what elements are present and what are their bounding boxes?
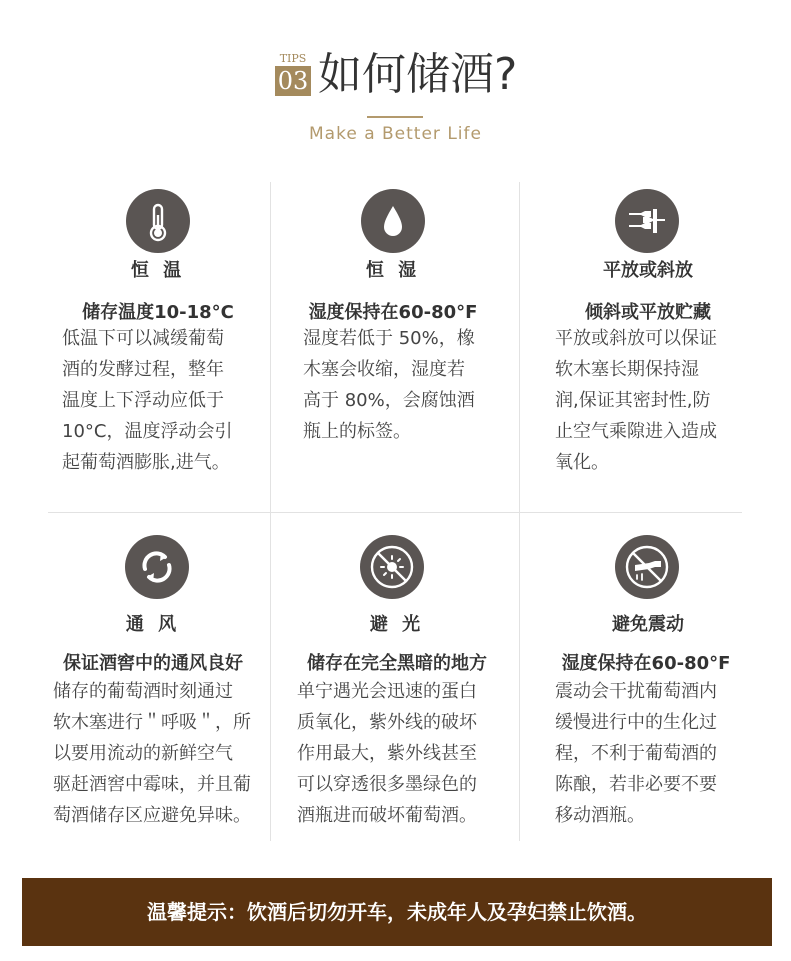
tip-subtitle: 储存在完全黑暗的地方 <box>307 653 487 674</box>
tip-title: 避免震动 <box>612 614 684 635</box>
tip-line: 驱赶酒窖中霉味，并且葡 <box>53 774 251 795</box>
tip-subtitle: 湿度保持在60-80°F <box>308 302 478 323</box>
tip-line: 陈酿，若非必要不要 <box>555 774 717 795</box>
tip-line: 起葡萄酒膨胀,进气。 <box>62 452 230 473</box>
tip-line: 酒瓶进而破坏葡萄酒。 <box>297 805 477 826</box>
page-subtitle: Make a Better Life <box>309 124 482 144</box>
tip-line: 萄酒储存区应避免异味。 <box>53 805 251 826</box>
tip-line: 可以穿透很多墨绿色的 <box>297 774 477 795</box>
tip-line: 软木塞长期保持湿 <box>555 359 699 380</box>
tip-line: 木塞会收缩，湿度若 <box>303 359 465 380</box>
tip-description <box>62 323 232 478</box>
grid-divider-vertical-1-top <box>270 182 271 512</box>
tips-label: TIPS <box>279 52 307 65</box>
tip-line: 作用最大，紫外线甚至 <box>297 743 477 764</box>
tip-subtitle: 湿度保持在60-80°F <box>561 653 731 674</box>
water-drop-icon <box>361 189 425 253</box>
tip-line: 10°C，温度浮动会引 <box>62 421 233 442</box>
lying-bottles-icon <box>615 189 679 253</box>
tip-line: 瓶上的标签。 <box>303 421 411 442</box>
no-sunlight-icon <box>360 535 424 599</box>
tips-number: 03 <box>275 66 311 96</box>
tip-line: 止空气乘隙进入造成 <box>555 421 717 442</box>
tip-title: 恒 温 <box>130 260 186 281</box>
grid-divider-vertical-2-top <box>519 182 520 512</box>
tip-line: 储存的葡萄酒时刻通过 <box>53 681 233 702</box>
tip-description <box>555 323 717 478</box>
tip-title: 避 光 <box>369 614 425 635</box>
tip-line: 缓慢进行中的生化过 <box>555 712 717 733</box>
tip-subtitle: 倾斜或平放贮藏 <box>585 302 711 323</box>
tip-line: 单宁遇光会迅速的蛋白 <box>297 681 477 702</box>
tips-badge <box>275 53 311 97</box>
warning-text: 温馨提示：饮酒后切勿开车，未成年人及孕妇禁止饮酒。 <box>147 900 647 924</box>
grid-divider-vertical-2-bottom <box>519 513 520 841</box>
tip-line: 氧化。 <box>555 452 609 473</box>
tip-description <box>303 323 475 447</box>
tip-line: 程，不利于葡萄酒的 <box>555 743 717 764</box>
grid-divider-horizontal <box>48 512 742 513</box>
grid-divider-vertical-1-bottom <box>270 513 271 841</box>
tip-title: 恒 湿 <box>365 260 421 281</box>
tip-title: 通 风 <box>125 614 181 635</box>
tip-description <box>53 676 251 831</box>
thermometer-icon <box>126 189 190 253</box>
tip-title: 平放或斜放 <box>603 260 693 281</box>
ventilation-icon <box>125 535 189 599</box>
tip-description <box>555 676 717 831</box>
tip-line: 湿度若低于 50%，橡 <box>303 328 475 349</box>
tip-line: 平放或斜放可以保证 <box>555 328 717 349</box>
tip-line: 震动会干扰葡萄酒内 <box>555 681 717 702</box>
tip-line: 润,保证其密封性,防 <box>555 390 711 411</box>
tip-line: 高于 80%，会腐蚀酒 <box>303 390 475 411</box>
tip-subtitle: 保证酒窖中的通风良好 <box>63 653 243 674</box>
tip-subtitle: 储存温度10-18°C <box>82 302 234 323</box>
no-shaking-bottle-icon <box>615 535 679 599</box>
header <box>0 0 791 160</box>
page-title: 如何储酒? <box>318 49 518 100</box>
tip-description <box>297 676 477 831</box>
tip-line: 以要用流动的新鲜空气 <box>53 743 233 764</box>
tip-line: 软木塞进行＂呼吸＂，所 <box>53 712 251 733</box>
tip-line: 移动酒瓶。 <box>555 805 645 826</box>
warning-banner <box>22 878 772 946</box>
tip-line: 低温下可以减缓葡萄 <box>62 328 224 349</box>
tip-line: 温度上下浮动应低于 <box>62 390 224 411</box>
title-underline <box>367 116 423 118</box>
tip-line: 酒的发酵过程，整年 <box>62 359 224 380</box>
tip-line: 质氧化，紫外线的破坏 <box>297 712 477 733</box>
